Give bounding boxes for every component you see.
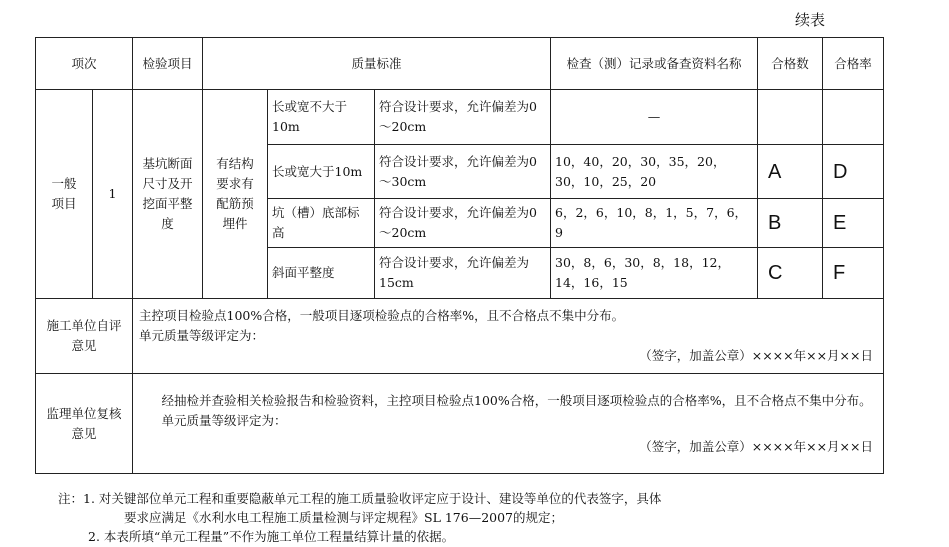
supervision-line2: 单元质量等级评定为： [161, 412, 287, 428]
header-record-name: 检查（测）记录或备查资料名称 [551, 38, 758, 90]
header-quality-standard: 质量标准 [203, 38, 551, 90]
general-item-name: 基坑断面尺寸及开挖面平整度 [133, 90, 203, 299]
construction-line1: 主控项目检验点100%合格，一般项目逐项检验点的合格率%，且不合格点不集中分布。 [139, 308, 625, 323]
supervision-label: 监理单位复核意见 [36, 374, 133, 474]
row-count: A [758, 145, 823, 199]
row-count [758, 90, 823, 145]
construction-opinion [133, 299, 884, 374]
footnotes [58, 489, 888, 546]
row-sub-item: 坑（槽）底部标高 [268, 199, 375, 248]
row-standard: 符合设计要求，允许偏差为0～20cm [375, 90, 551, 145]
row-count: B [758, 199, 823, 248]
row-sub-item: 长或宽不大于10m [268, 90, 375, 145]
construction-signature: （签字，加盖公章）××××年××月××日 [639, 348, 874, 363]
construction-label: 施工单位自评意见 [36, 299, 133, 374]
row-record: 6，2，6，10，8，1，5，7，6，9 [551, 199, 758, 248]
row-record: 10，40，20，30，35，20，30，10，25，20 [551, 145, 758, 199]
general-category: 一般项目 [36, 90, 93, 299]
header-qualified-rate: 合格率 [823, 38, 884, 90]
note-1: 注：1. 对关键部位单元工程和重要隐蔽单元工程的施工质量验收评定应于设计、建设等单位的代表签字，具体 [58, 491, 662, 506]
construction-opinion-row [36, 299, 884, 374]
row-rate [823, 90, 884, 145]
note-2: 2. 本表所填“单元工程量”不作为施工单位工程量结算计量的依据。 [88, 529, 455, 544]
row-rate: F [823, 248, 884, 299]
supervision-opinion-row [36, 374, 884, 474]
header-qualified-count: 合格数 [758, 38, 823, 90]
supervision-opinion [133, 374, 884, 474]
table-row [36, 90, 884, 145]
general-number: 1 [93, 90, 133, 299]
general-sub-group: 有结构要求有配筋预埋件 [203, 90, 268, 299]
row-count: C [758, 248, 823, 299]
row-standard: 符合设计要求，允许偏差为0～20cm [375, 199, 551, 248]
continued-label: 续表 [795, 11, 826, 29]
row-sub-item: 斜面平整度 [268, 248, 375, 299]
row-sub-item: 长或宽大于10m [268, 145, 375, 199]
header-item-index: 项次 [36, 38, 133, 90]
row-standard: 符合设计要求，允许偏差为15cm [375, 248, 551, 299]
row-record: — [551, 90, 758, 145]
note-1-continued: 要求应满足《水利水电工程施工质量检测与评定规程》SL 176—2007的规定； [124, 510, 564, 525]
row-standard: 符合设计要求，允许偏差为0～30cm [375, 145, 551, 199]
row-rate: D [823, 145, 884, 199]
supervision-line1: 经抽检并查验相关检验报告和检验资料，主控项目检验点100%合格，一般项目逐项检验点的合格率%，且不合格点不集中分布。 [161, 392, 872, 408]
supervision-signature: （签字，加盖公章）××××年××月××日 [639, 438, 874, 454]
construction-line2: 单元质量等级评定为： [139, 328, 265, 343]
header-row [36, 38, 884, 90]
header-inspect-item: 检验项目 [133, 38, 203, 90]
row-record: 30，8，6，30，8，18，12，14，16，15 [551, 248, 758, 299]
row-rate: E [823, 199, 884, 248]
quality-evaluation-table [35, 37, 884, 474]
